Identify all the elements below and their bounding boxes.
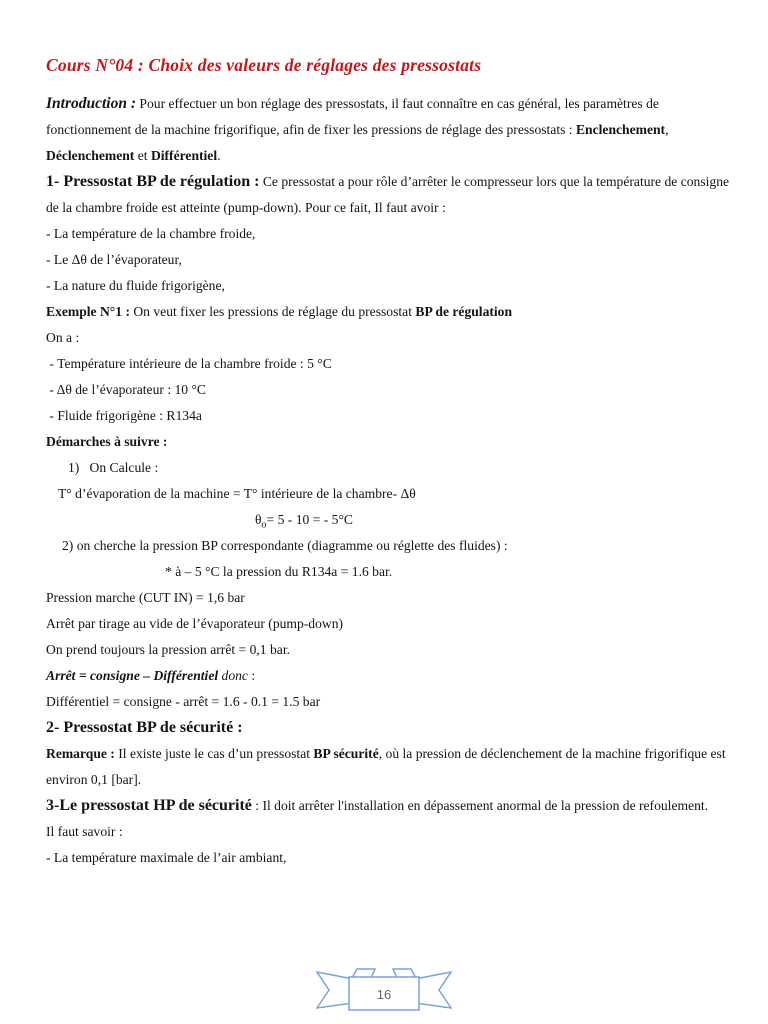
calc-line: Arrêt par tirage au vide de l’évaporateur (pump-down) — [46, 616, 344, 631]
intro-label: Introduction : — [46, 95, 137, 112]
on-a-line: On a : — [46, 330, 80, 345]
intro-text: Pour effectuer un bon réglage des pressostats, il faut connaître en cas général, les paramètres de fonctionnement de la machine frigorifique, afin de fixer les pressions de réglage des pressostats : — [46, 96, 659, 137]
intro-separator: et — [134, 148, 151, 163]
rule-bold-italic: Arrêt = consigne – Différentiel — [46, 668, 219, 683]
section1-paragraph — [46, 169, 730, 221]
formula-evaporation: T° d’évaporation de la machine = T° intérieure de la chambre- Δθ — [58, 486, 416, 501]
remark-text: Il existe juste le cas d’un pressostat — [114, 746, 314, 761]
remark-paragraph — [46, 741, 730, 793]
example-bold-end: BP de régulation — [415, 304, 513, 319]
bullet-line: - Le Δθ de l’évaporateur, — [46, 252, 182, 267]
theta-subscript: o — [261, 519, 267, 531]
term-differentiel: Différentiel — [150, 148, 218, 163]
calc-line: On prend toujours la pression arrêt = 0,1 bar. — [46, 642, 290, 657]
section1-lead: Ce pressostat a pour rôle d’arrêter le compresseur lors que la température de consigne de la chambre froide est atteinte (pump-down). Pour ce fait, Il faut avoir : — [46, 174, 730, 215]
bullet-line: - La nature du fluide frigorigène, — [46, 278, 225, 293]
il-faut-savoir-line: Il faut savoir : — [46, 824, 123, 839]
remark-bold: BP sécurité — [313, 746, 379, 761]
pressure-result-line: * à – 5 °C la pression du R134a = 1.6 bar. — [165, 564, 393, 579]
steps-heading-line — [46, 429, 730, 455]
section1-heading: 1- Pressostat BP de régulation : — [46, 173, 260, 190]
bullet-line: - Température intérieure de la chambre froide : 5 °C — [46, 356, 332, 371]
page-title: Cours N°04 : Choix des valeurs de réglages des pressostats — [46, 55, 482, 75]
formula-theta — [46, 507, 730, 533]
theta-symbol: θ — [255, 512, 262, 527]
step-1-line: 1) On Calcule : — [68, 460, 159, 475]
bullet-line: - Δθ de l’évaporateur : 10 °C — [46, 382, 206, 397]
term-enclenchement: Enclenchement — [575, 122, 666, 137]
page-number: 16 — [376, 987, 392, 1002]
bullet-line: - La température de la chambre froide, — [46, 226, 256, 241]
section2-heading: 2- Pressostat BP de sécurité : — [46, 719, 243, 736]
section3-separator: : — [251, 798, 263, 813]
calc-line: Pression marche (CUT IN) = 1,6 bar — [46, 590, 245, 605]
intro-separator: , — [665, 122, 669, 137]
rule-line — [46, 663, 730, 689]
bullet-line: - La température maximale de l’air ambiant, — [46, 850, 287, 865]
remark-text: , où la pression de déclenchement de la machine frigorifique est environ 0,1 [bar]. — [46, 746, 726, 787]
page-footer — [0, 966, 768, 1012]
example-text: On veut fixer les pressions de réglage du pressostat — [129, 304, 416, 319]
theta-equation: = 5 - 10 = - 5°C — [266, 512, 353, 527]
ribbon-banner-icon — [316, 966, 452, 1012]
steps-heading: Démarches à suivre : — [46, 434, 168, 449]
rule-colon: : — [247, 668, 256, 683]
example-heading-line — [46, 299, 730, 325]
intro-paragraph — [46, 91, 730, 169]
remark-label: Remarque : — [46, 746, 115, 761]
intro-period: . — [217, 148, 221, 163]
section3-lead: Il doit arrêter l'installation en dépassement anormal de la pression de refoulement. — [262, 798, 709, 813]
step-2-line: 2) on cherche la pression BP correspondante (diagramme ou réglette des fluides) : — [62, 538, 508, 553]
rule-italic: donc — [218, 668, 248, 683]
section2-heading-line — [46, 715, 730, 741]
bullet-line: - Fluide frigorigène : R134a — [46, 408, 202, 423]
example-label: Exemple N°1 : — [46, 304, 130, 319]
section3-heading: 3-Le pressostat HP de sécurité — [46, 797, 252, 814]
calc-line: Différentiel = consigne - arrêt = 1.6 - 0.1 = 1.5 bar — [46, 694, 321, 709]
section3-paragraph — [46, 793, 730, 819]
term-declenchement: Déclenchement — [46, 148, 135, 163]
